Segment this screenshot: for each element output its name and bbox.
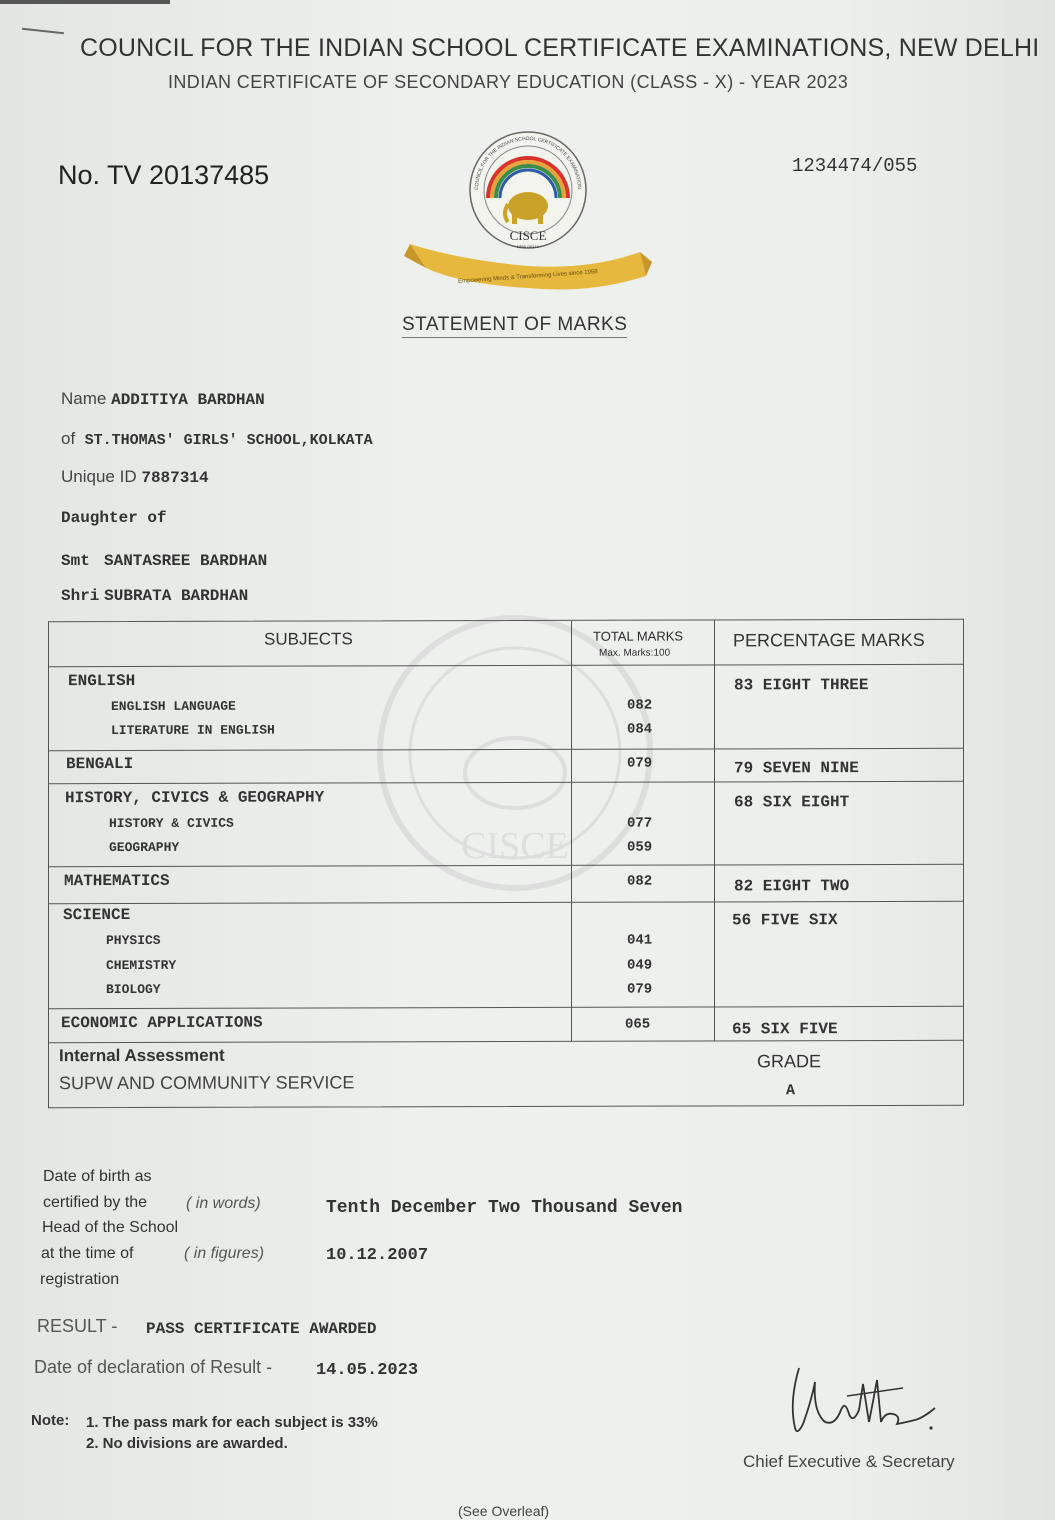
exam-heading: INDIAN CERTIFICATE OF SECONDARY EDUCATION (CLASS - X) - YEAR 2023 — [168, 72, 849, 92]
header-rule — [49, 664, 963, 667]
supw-grade: A — [786, 1082, 796, 1100]
father-name: SUBRATA BARDHAN — [104, 587, 249, 605]
pct-economic-applications: 65 SIX FIVE — [732, 1020, 838, 1039]
name-row — [61, 389, 265, 409]
dob-label-line5: registration — [40, 1271, 120, 1288]
dob-label-line2: certified by the — [43, 1194, 148, 1211]
marks-table — [48, 619, 964, 1108]
certificate-number: No. TV 20137485 — [58, 160, 270, 190]
cisce-logo — [400, 128, 655, 298]
serial-number: 1234474/055 — [792, 155, 918, 177]
result-label: RESULT - — [37, 1316, 118, 1336]
subject-economic-applications: ECONOMIC APPLICATIONS — [61, 1013, 263, 1033]
school-row — [61, 429, 373, 449]
row-rule-4 — [49, 901, 963, 904]
mark-physics: 041 — [627, 932, 653, 949]
header-subjects: SUBJECTS — [264, 629, 353, 649]
internal-assessment-label: Internal Assessment — [59, 1045, 225, 1066]
row-rule-3 — [49, 864, 963, 867]
mark-english-language: 082 — [627, 697, 653, 714]
top-edge-line — [0, 0, 170, 4]
relation-row — [61, 507, 167, 527]
mark-history-civics: 077 — [627, 815, 653, 832]
note-label: Note: — [31, 1412, 70, 1429]
school-name: ST.THOMAS' GIRLS' SCHOOL,KOLKATA — [84, 432, 373, 449]
dob-label-line3: Head of the School — [42, 1219, 179, 1236]
mark-chemistry: 049 — [627, 957, 653, 974]
grade-label: GRADE — [757, 1051, 822, 1072]
mark-geography: 059 — [627, 839, 653, 856]
in-figures-label: ( in figures) — [184, 1245, 265, 1262]
uid-label: Unique ID — [61, 467, 137, 486]
relation-label: Daughter of — [61, 509, 167, 527]
note-1: 1. The pass mark for each subject is 33% — [86, 1414, 378, 1431]
mark-economic-applications: 065 — [625, 1016, 651, 1033]
father-row — [61, 585, 248, 605]
watermark-text: CISCE — [461, 825, 569, 867]
pct-bengali: 79 SEVEN NINE — [734, 759, 859, 778]
row-rule-1 — [49, 748, 963, 751]
student-name: ADDITIYA BARDHAN — [111, 391, 265, 409]
logo-ring-text: COUNCIL FOR THE INDIAN SCHOOL CERTIFICATE EXAMINATION — [473, 135, 583, 191]
mark-literature: 084 — [627, 721, 653, 738]
subsubject-literature: LITERATURE IN ENGLISH — [111, 722, 275, 739]
row-rule-6 — [49, 1040, 963, 1043]
dob-in-words: Tenth December Two Thousand Seven — [326, 1198, 683, 1218]
signatory-title: Chief Executive & Secretary — [743, 1452, 955, 1471]
pct-history: 68 SIX EIGHT — [734, 793, 850, 812]
subsubject-biology: BIOLOGY — [106, 981, 161, 998]
subsubject-geography: GEOGRAPHY — [109, 839, 180, 856]
father-prefix: Shri — [61, 587, 100, 605]
subsubject-chemistry: CHEMISTRY — [106, 957, 177, 974]
mark-bengali: 079 — [627, 755, 653, 772]
uid-row — [61, 467, 209, 487]
pct-science: 56 FIVE SIX — [732, 911, 838, 930]
subsubject-history-civics: HISTORY & CIVICS — [109, 815, 234, 832]
supw-label: SUPW AND COMMUNITY SERVICE — [59, 1072, 355, 1094]
header-total-marks: TOTAL MARKS — [593, 628, 684, 644]
col-divider-2 — [714, 620, 715, 1040]
dob-label-line1: Date of birth as — [43, 1168, 152, 1185]
subsubject-english-language: ENGLISH LANGUAGE — [111, 698, 236, 715]
declaration-label: Date of declaration of Result - — [34, 1357, 273, 1377]
subject-history-civics-geography: HISTORY, CIVICS & GEOGRAPHY — [65, 788, 325, 808]
logo-subtext: NEW DELHI — [516, 244, 540, 249]
declaration-date: 14.05.2023 — [316, 1361, 419, 1380]
pct-english: 83 EIGHT THREE — [734, 676, 869, 695]
name-label: Name — [61, 389, 107, 408]
mother-prefix: Smt — [61, 552, 90, 570]
in-words-label: ( in words) — [186, 1195, 261, 1212]
subject-science: SCIENCE — [63, 905, 131, 925]
subject-bengali: BENGALI — [66, 754, 134, 774]
dob-in-figures: 10.12.2007 — [326, 1246, 429, 1265]
see-overleaf: (See Overleaf) — [458, 1503, 550, 1519]
mark-mathematics: 082 — [627, 873, 653, 890]
dob-label-line4: at the time of — [41, 1245, 134, 1262]
row-rule-2 — [49, 781, 963, 784]
pen-mark — [22, 28, 64, 34]
of-label: of — [61, 429, 76, 448]
header-percentage: PERCENTAGE MARKS — [733, 629, 925, 651]
row-rule-5 — [49, 1006, 963, 1009]
logo-ribbon-text: Empowering Minds & Transforming Lives since 1958 — [458, 269, 598, 285]
logo-text: CISCE — [509, 228, 547, 243]
mother-row — [61, 550, 267, 570]
col-divider-1 — [571, 621, 572, 1041]
council-heading: COUNCIL FOR THE INDIAN SCHOOL CERTIFICATE EXAMINATIONS, NEW DELHI — [80, 34, 1040, 62]
note-2: 2. No divisions are awarded. — [86, 1435, 288, 1452]
statement-title: STATEMENT OF MARKS — [402, 314, 627, 338]
mother-name: SANTASREE BARDHAN — [103, 552, 268, 570]
subsubject-physics: PHYSICS — [106, 932, 161, 949]
unique-id: 7887314 — [141, 469, 209, 487]
result-value: PASS CERTIFICATE AWARDED — [146, 1320, 377, 1338]
pct-mathematics: 82 EIGHT TWO — [734, 877, 850, 896]
subject-mathematics: MATHEMATICS — [64, 871, 170, 891]
subject-english: ENGLISH — [68, 671, 136, 691]
header-max-marks: Max. Marks:100 — [599, 647, 671, 659]
mark-biology: 079 — [627, 981, 653, 998]
signature — [785, 1362, 945, 1442]
